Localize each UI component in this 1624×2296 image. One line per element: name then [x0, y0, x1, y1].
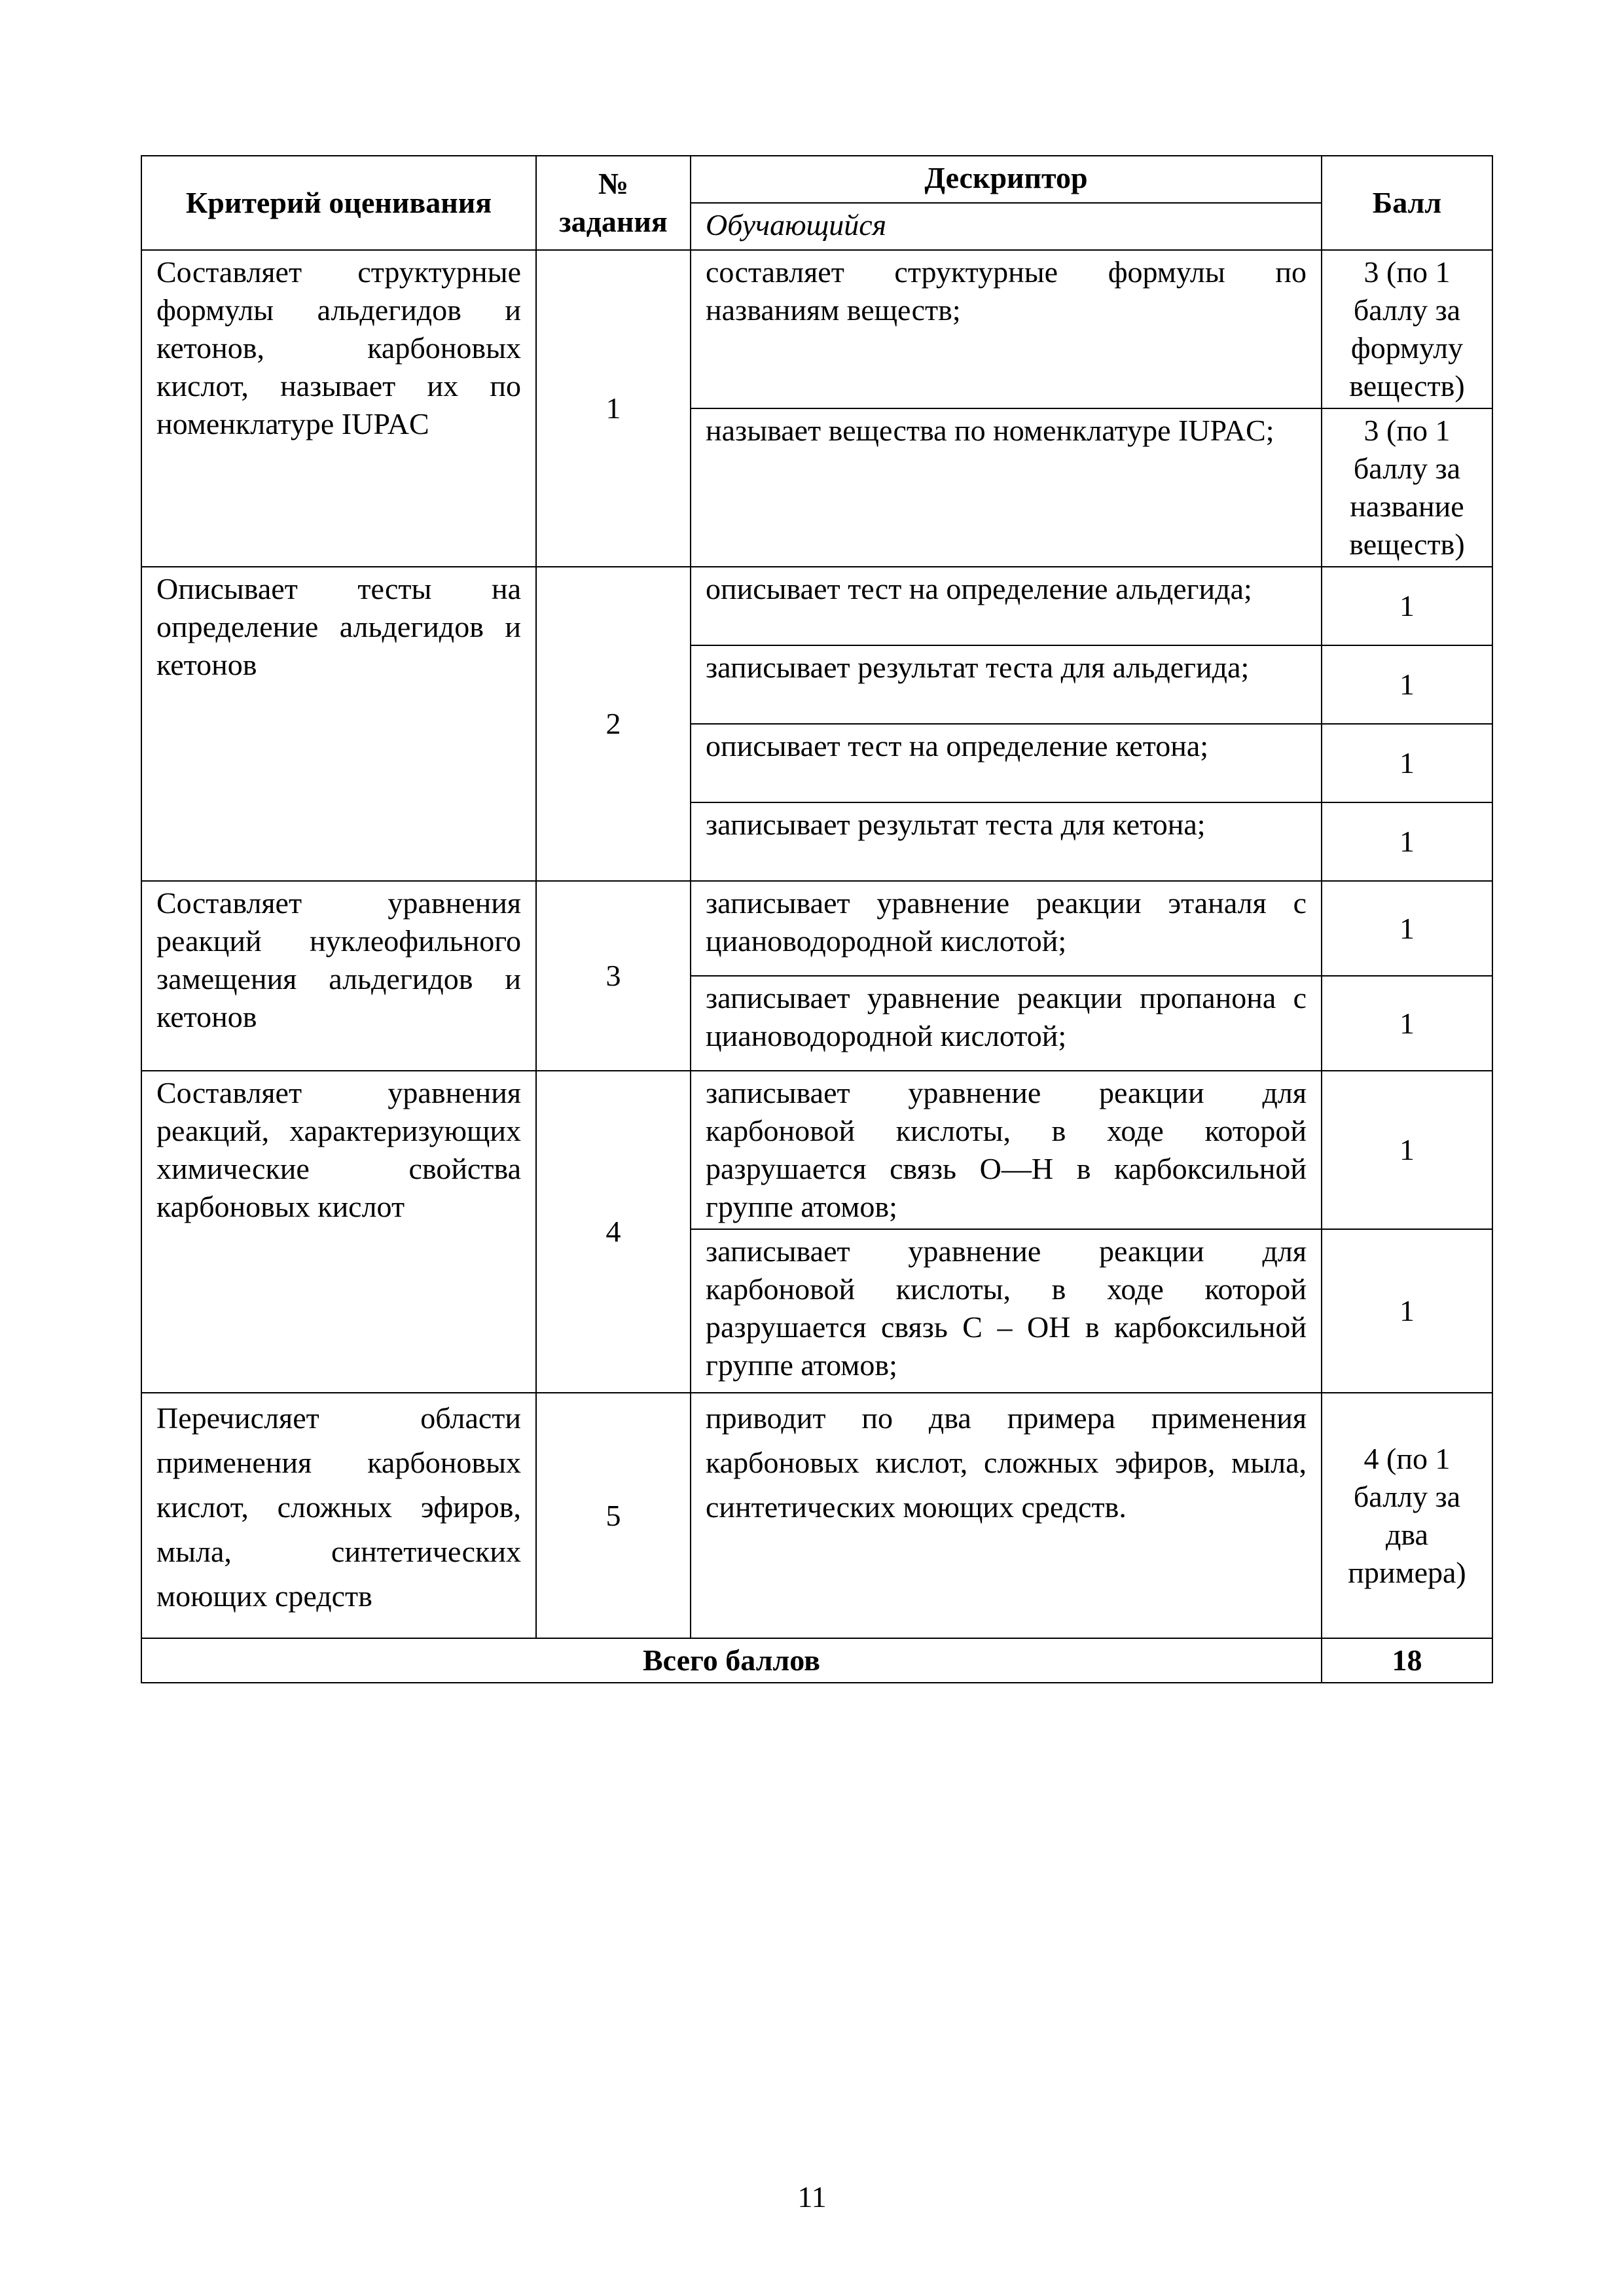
score-cell: 3 (по 1 баллу за формулу веществ): [1322, 250, 1492, 408]
score-cell: 1: [1322, 1229, 1492, 1393]
score-cell: 1: [1322, 724, 1492, 802]
table-row: [141, 250, 1492, 408]
assessment-rubric-table: [141, 155, 1493, 1683]
header-descriptor: Дескриптор: [691, 156, 1322, 203]
criterion-cell: Составляет уравнения реакций, характеризующих химические свойства карбоновых кислот: [141, 1071, 536, 1393]
descriptor-cell: записывает результат теста для альдегида;: [691, 645, 1322, 724]
header-descriptor-sub: Обучающийся: [691, 203, 1322, 250]
descriptor-cell: описывает тест на определение альдегида;: [691, 567, 1322, 645]
task-number-cell: 4: [536, 1071, 691, 1393]
criterion-cell: Составляет структурные формулы альдегидов и кетонов, карбоновых кислот, называет их по номенклатуре IUPAC: [141, 250, 536, 567]
header-task-number: № задания: [536, 156, 691, 250]
score-cell: 1: [1322, 1071, 1492, 1229]
header-criterion: Критерий оценивания: [141, 156, 536, 250]
table-row: [141, 1071, 1492, 1229]
descriptor-cell: записывает результат теста для кетона;: [691, 802, 1322, 881]
task-number-cell: 1: [536, 250, 691, 567]
descriptor-cell: называет вещества по номенклатуре IUPAC;: [691, 408, 1322, 567]
descriptor-cell: записывает уравнение реакции для карбоновой кислоты, в ходе которой разрушается связь О—Н в карбоксильной группе атомов;: [691, 1071, 1322, 1229]
score-cell: 4 (по 1 баллу за два примера): [1322, 1393, 1492, 1638]
task-number-cell: 3: [536, 881, 691, 1071]
descriptor-cell: записывает уравнение реакции пропанона с циановодородной кислотой;: [691, 976, 1322, 1071]
score-cell: 1: [1322, 802, 1492, 881]
total-value: 18: [1322, 1638, 1492, 1683]
table-total-row: [141, 1638, 1492, 1683]
total-label: Всего баллов: [141, 1638, 1322, 1683]
header-score: Балл: [1322, 156, 1492, 250]
score-cell: 3 (по 1 баллу за название веществ): [1322, 408, 1492, 567]
descriptor-cell: приводит по два примера применения карбоновых кислот, сложных эфиров, мыла, синтетических моющих средств.: [691, 1393, 1322, 1638]
table-row: [141, 1393, 1492, 1638]
table-header-row: [141, 156, 1492, 203]
score-cell: 1: [1322, 881, 1492, 976]
criterion-cell: Перечисляет области применения карбоновых кислот, сложных эфиров, мыла, синтетических моющих средств: [141, 1393, 536, 1638]
criterion-cell: Составляет уравнения реакций нуклеофильного замещения альдегидов и кетонов: [141, 881, 536, 1071]
descriptor-cell: записывает уравнение реакции для карбоновой кислоты, в ходе которой разрушается связь С – ОН в карбоксильной группе атомов;: [691, 1229, 1322, 1393]
task-number-cell: 5: [536, 1393, 691, 1638]
descriptor-cell: описывает тест на определение кетона;: [691, 724, 1322, 802]
table-row: [141, 881, 1492, 976]
table-row: [141, 567, 1492, 645]
descriptor-cell: записывает уравнение реакции этаналя с циановодородной кислотой;: [691, 881, 1322, 976]
score-cell: 1: [1322, 645, 1492, 724]
score-cell: 1: [1322, 567, 1492, 645]
score-cell: 1: [1322, 976, 1492, 1071]
task-number-cell: 2: [536, 567, 691, 881]
descriptor-cell: составляет структурные формулы по названиям веществ;: [691, 250, 1322, 408]
criterion-cell: Описывает тесты на определение альдегидов и кетонов: [141, 567, 536, 881]
page-number: 11: [797, 2180, 827, 2214]
